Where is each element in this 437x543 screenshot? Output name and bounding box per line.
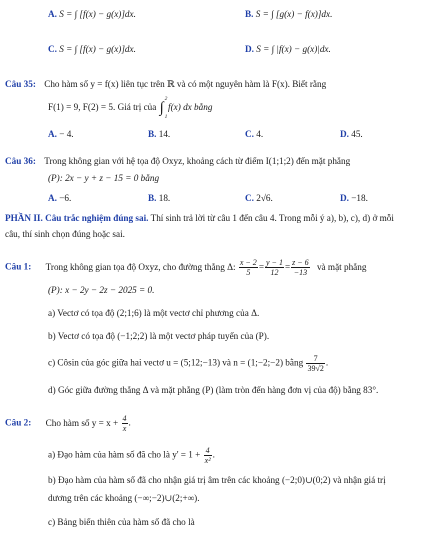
statement-text: a) Đạo hàm của hàm số đã cho là y' = 1 + — [48, 449, 201, 460]
c2-statement-b-line1 — [48, 474, 386, 486]
c2-statement-a: a) Đạo hàm của hàm số đã cho là y' = 1 + $\frac{4}{\text{x²}}$ . — [48, 446, 215, 465]
q35-option-d — [340, 128, 363, 140]
section-intro: câu, thí sinh chọn đúng hoặc sai. — [5, 229, 125, 239]
denominator: −13 — [293, 268, 308, 277]
option-label: C. — [48, 44, 57, 54]
option-label: B. — [245, 9, 254, 19]
option-expr: S = ∫ [f(x) − g(x)]dx. — [59, 44, 136, 54]
q36-line2 — [48, 172, 159, 184]
question-label: Câu 36: — [5, 156, 36, 166]
fraction — [306, 354, 324, 373]
option-value: 45. — [351, 129, 363, 139]
statement-text: a) Vectơ có tọa độ (2;1;6) là một vectơ chỉ phương của Δ. — [48, 308, 260, 318]
statement-text: c) Bảng biến thiên của hàm số đã cho là — [48, 517, 195, 527]
c1-line1: Câu 1: Trong không gian tọa độ Oxyz, cho đường thẳng Δ: $\frac{x - 2}{5}$ = $\frac{y - 1}{12}$ = $\frac{z - 6}{-13}$ và mặt phẳng — [5, 258, 367, 277]
option-label: D. — [245, 44, 254, 54]
q36-option-c — [245, 192, 273, 204]
option-value: 18. — [158, 193, 171, 203]
question-text: và mặt phẳng — [316, 261, 367, 272]
option-value: − 4. — [59, 129, 74, 139]
q34-option-d — [245, 43, 331, 55]
q36-option-d — [340, 192, 368, 204]
integral-sign: ∫ 2 1 — [159, 95, 168, 120]
numerator: 7 — [306, 354, 324, 364]
option-value: 4. — [256, 129, 264, 139]
option-label: A. — [48, 129, 57, 139]
option-value: −6. — [59, 193, 72, 203]
statement-text: c) Côsin của góc giữa hai vectơ u = (5;12;−13) và n = (1;−2;−2) bằng — [48, 357, 304, 368]
c2-line1: Câu 2: Cho hàm số y = x + $\frac{4}{x}$ . — [5, 414, 131, 433]
denominator: 5 — [246, 268, 251, 277]
statement-text: dương trên các khoảng (−∞;−2)∪(2;+∞). — [48, 493, 200, 503]
denominator: x — [122, 424, 127, 433]
part2-heading — [5, 212, 394, 224]
fraction — [291, 258, 310, 277]
option-label: D. — [340, 129, 349, 139]
numerator: y − 1 — [266, 258, 283, 267]
question-text: (P): x − 2y − 2z − 2025 = 0. — [48, 285, 155, 295]
option-expr: S = ∫ [g(x) − f(x)]dx. — [255, 9, 333, 19]
statement-text: d) Góc giữa đường thẳng Δ và mặt phẳng (P) (làm tròn đến hàng đơn vị của độ) bằng 83°. — [48, 385, 379, 395]
section-intro: Thí sinh trả lời từ câu 1 đến câu 4. Trong mỗi ý a), b), c), d) ở mỗi — [150, 213, 394, 223]
numerator: z − 6 — [292, 258, 309, 267]
option-label: C. — [245, 129, 254, 139]
question-text: (P): 2x − y + z − 15 = 0 bằng — [48, 173, 160, 183]
q35-line2 — [48, 95, 213, 120]
option-label: B. — [148, 129, 157, 139]
q36-line1 — [5, 155, 350, 167]
q35-option-b — [148, 128, 170, 140]
q36-option-b — [148, 192, 170, 204]
question-label: Câu 2: — [5, 417, 32, 428]
option-value: 2√6. — [256, 193, 273, 203]
statement-text: b) Đạo hàm của hàm số đã cho nhận giá trị âm trên các khoảng (−2;0)∪(0;2) và nhận giá trị — [48, 475, 386, 485]
option-label: D. — [340, 193, 349, 203]
question-text: Cho hàm số y = x + — [45, 417, 119, 428]
fraction — [204, 446, 212, 465]
numerator: 4 — [205, 446, 210, 455]
c2-statement-b-line2 — [48, 492, 200, 504]
c1-statement-b — [48, 330, 269, 342]
fraction — [265, 258, 284, 277]
option-label: B. — [148, 193, 157, 203]
question-text: Trong không gian tọa độ Oxyz, cho đường thẳng Δ: — [45, 261, 236, 272]
option-value: 14. — [158, 129, 171, 139]
c1-statement-d — [48, 384, 378, 396]
fraction — [122, 414, 128, 433]
denominator: x² — [204, 456, 211, 465]
question-text: f(x) dx bằng — [168, 102, 213, 112]
denominator: 39√2 — [307, 364, 324, 373]
option-expr: S = ∫ [f(x) − g(x)]dx. — [59, 9, 136, 19]
numerator: 4 — [122, 414, 127, 423]
question-label: Câu 35: — [5, 79, 36, 89]
part2-intro-line2 — [5, 228, 125, 240]
question-text: Trong không gian với hệ tọa độ Oxyz, khoảng cách từ điểm I(1;1;2) đến mặt phẳng — [44, 156, 351, 166]
option-label: A. — [48, 193, 57, 203]
integral-lower: 1 — [164, 113, 168, 120]
q35-option-a — [48, 128, 74, 140]
q34-option-c — [48, 43, 136, 55]
section-title: PHẦN II. Câu trắc nghiệm đúng sai. — [5, 213, 149, 223]
statement-text: b) Vectơ có tọa độ (−1;2;2) là một vectơ pháp tuyến của (P). — [48, 331, 270, 341]
numerator: x − 2 — [239, 258, 257, 267]
c1-statement-c: c) Côsin của góc giữa hai vectơ u = (5;12;−13) và n = (1;−2;−2) bằng $\frac{7}{39√2}$ . — [48, 354, 329, 373]
q36-option-a — [48, 192, 71, 204]
question-text: F(1) = 9, F(2) = 5. Giá trị của — [48, 102, 157, 112]
option-label: A. — [48, 9, 57, 19]
q34-option-b — [245, 8, 332, 20]
integral-upper: 2 — [164, 95, 168, 102]
c1-statement-a — [48, 307, 259, 319]
c2-statement-c — [48, 516, 195, 528]
question-text: Cho hàm số y = f(x) liên tục trên ℝ và có một nguyên hàm là F(x). Biết rằng — [44, 79, 327, 89]
option-value: −18. — [351, 193, 368, 203]
q35-option-c — [245, 128, 263, 140]
c1-line2 — [48, 284, 154, 296]
denominator: 12 — [270, 268, 279, 277]
fraction — [239, 258, 258, 277]
q34-option-a — [48, 8, 136, 20]
option-label: C. — [245, 193, 254, 203]
q35-line1 — [5, 78, 326, 90]
option-expr: S = ∫ |f(x) − g(x)|dx. — [256, 44, 331, 54]
question-label: Câu 1: — [5, 261, 32, 272]
